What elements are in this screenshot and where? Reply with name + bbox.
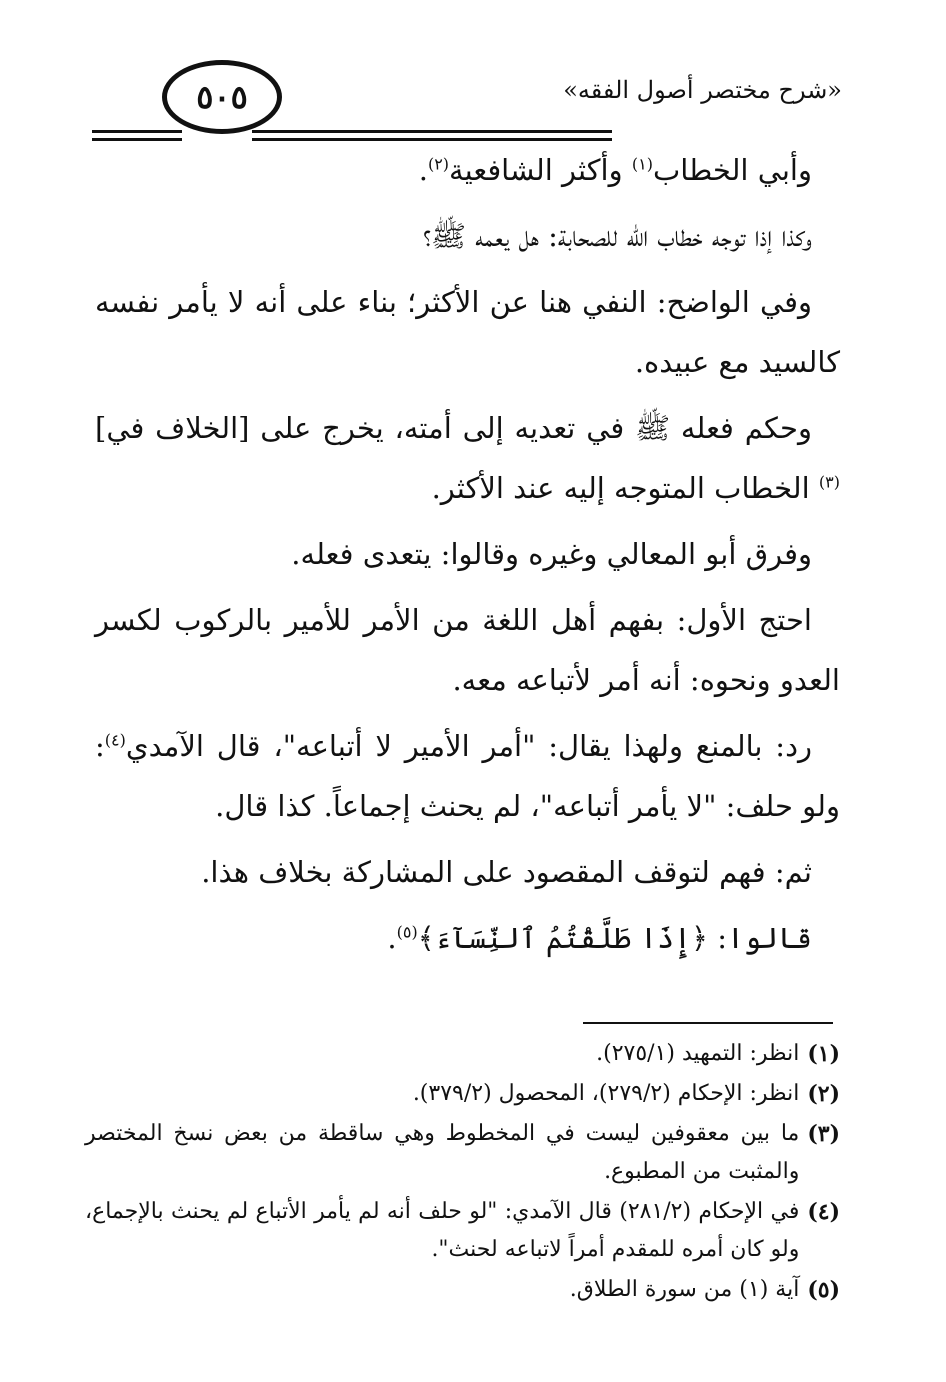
paragraph-text: قالوا: ﴿إِذَا طَلَّقْتُمُ ٱلنِّسَآءَ﴾ [417, 921, 812, 955]
paragraph [95, 140, 840, 200]
footnote-number: (١) [807, 1041, 840, 1067]
footnote [85, 1075, 840, 1113]
paragraph-text: رد: بالمنع ولهذا يقال: "أمر الأمير لا أتباعه"، قال الآمدي [125, 729, 812, 763]
footnote-number: (٣) [807, 1121, 840, 1147]
footnotes [85, 1035, 840, 1311]
footnote [85, 1035, 840, 1073]
footnote [85, 1193, 840, 1269]
paragraph-text: احتج الأول: بفهم أهل اللغة من الأمر للأمير بالركوب لكسر العدو ونحوه: أنه أمر لأتباعه معه. [95, 603, 840, 697]
paragraph-text: وفي الواضح: النفي هنا عن الأكثر؛ بناء على أنه لا يأمر نفسه كالسيد مع عبيده. [95, 285, 840, 379]
footnote-ref: (٤) [104, 730, 126, 750]
footnote [85, 1271, 840, 1309]
paragraph-text: وأبي الخطاب [652, 153, 812, 187]
footnote-text: آية (١) من سورة الطلاق. [569, 1277, 800, 1302]
paragraph-text: : ولو حلف: "لا يأمر أتباعه"، لم يحنث إجماعاً. كذا قال. [95, 729, 840, 823]
main-text [95, 140, 840, 974]
footnote [85, 1115, 840, 1191]
paragraph-text: ثم: فهم لتوقف المقصود على المشاركة بخلاف هذا. [201, 855, 812, 889]
footnote-ref: (٢) [427, 154, 450, 174]
paragraph-text: . [418, 153, 428, 187]
header-rule [92, 130, 182, 133]
paragraph-text: وأكثر الشافعية [449, 153, 632, 187]
footnote-ref: (٣) [818, 472, 840, 492]
footnote-number: (٥) [807, 1277, 840, 1303]
paragraph-text: وحكم فعله ﷺ في تعديه إلى أمته، يخرج على [الخلاف في] [95, 411, 812, 445]
paragraph [95, 842, 840, 902]
paragraph-text: وفرق أبو المعالي وغيره وقالوا: يتعدى فعله. [291, 537, 812, 571]
paragraph [95, 272, 840, 392]
paragraph [95, 524, 840, 584]
book-title: «شرح مختصر أصول الفقه» [563, 76, 842, 104]
paragraph [95, 908, 840, 968]
footnote-separator [583, 1022, 833, 1024]
footnote-ref: (١) [631, 154, 653, 174]
footnote-number: (٤) [807, 1199, 840, 1225]
paragraph-text: . [387, 921, 397, 955]
paragraph [95, 398, 840, 518]
footnote-text: ما بين معقوفين ليست في المخطوط وهي ساقطة من بعض نسخ المختصر والمثبت من المطبوع. [85, 1121, 800, 1184]
page-number: ٥٠٥ [162, 60, 282, 134]
page-header [92, 50, 842, 130]
header-rule [252, 130, 612, 133]
paragraph-text: وكذا إذا توجه خطاب الله للصحابة: هل يعمه ﷺ؟ [423, 219, 812, 253]
footnote-text: في الإحكام (٢٨١/٢) قال الآمدي: "لو حلف أنه لم يأمر الأتباع لم يحنث بالإجماع، ولو كان أمره للمقدم أمراً لاتباعه لحنث". [85, 1199, 800, 1262]
footnote-ref: (٥) [396, 922, 418, 942]
footnote-text: انظر: الإحكام (٢٧٩/٢)، المحصول (٣٧٩/٢). [412, 1081, 800, 1106]
paragraph [95, 206, 840, 266]
paragraph [95, 716, 840, 836]
paragraph-text: الخطاب المتوجه إليه عند الأكثر. [431, 471, 819, 505]
footnote-text: انظر: التمهيد (٢٧٥/١). [596, 1041, 800, 1066]
paragraph [95, 590, 840, 710]
footnote-number: (٢) [807, 1081, 840, 1107]
